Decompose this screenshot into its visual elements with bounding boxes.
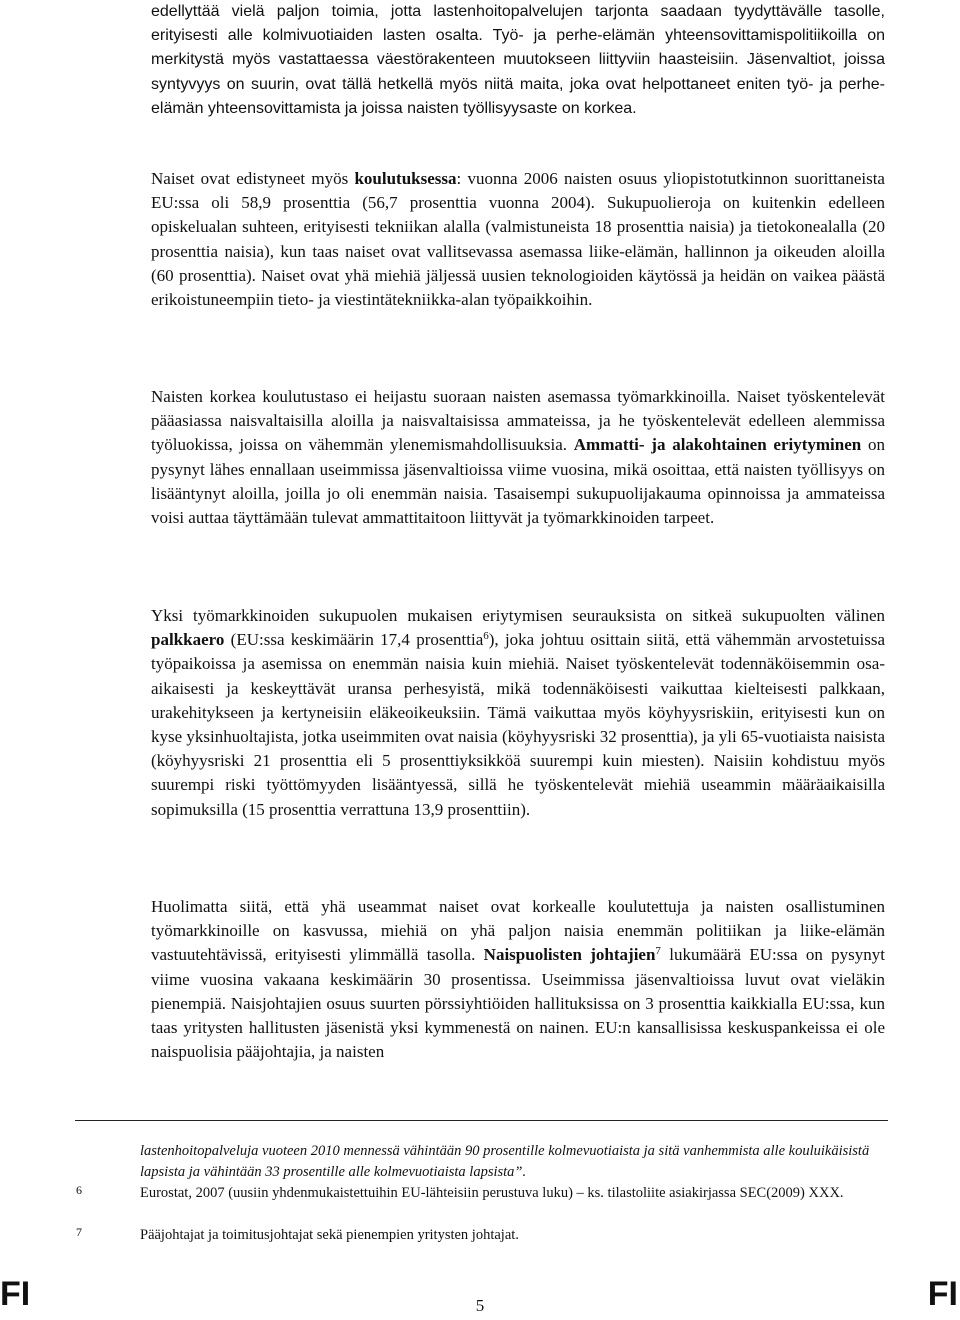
footnote-ref-7[interactable]: 7 xyxy=(655,945,661,958)
footnote-text: Pääjohtajat ja toimitusjohtajat sekä pienempien yritysten johtajat. xyxy=(140,1227,519,1243)
footnote-number-6: 6 xyxy=(76,1183,82,1197)
paragraph-childcare-continuation xyxy=(151,0,885,121)
paragraph-text: lukumäärä EU:ssa on pysynyt viime vuosina vakaana keskimäärin 30 prosentissa. Useimmissa jäsenvaltioissa luvut ovat vieläkin pienempiä. Naisjohtajien osuus suurten pörssiyhtiöiden hallituksissa on 3 prosenttia kaikkialla EU:ssa, kun taas yritysten hallitusten jäsenistä yksi kymmenestä on nainen. EU:n kansallisissa keskuspankeissa ei ole naispuolisia pääjohtajia, ja naisten xyxy=(151,945,885,1062)
footnote-text: lastenhoitopalveluja vuoteen 2010 mennessä vähintään 90 prosentille kolmevuotiaista ja sitä vanhemmista alle kouluikäisistä lapsista ja vähintään 33 prosentille alle kolmevuotiaista lapsista”. xyxy=(140,1143,870,1180)
paragraph-text: ), joka johtuu osittain siitä, että vähemmän arvostetuissa työpaikoissa ja asemissa on enemmän naisia kuin miehiä. Naiset työskentelevät todennäköisemmin osa-aikaisesti ja keskeyttävät uransa perhesyistä, mikä todennäköisesti vaikuttaa kielteisesti palkkaan, urakehitykseen ja kertyneisiin eläkeoikeuksiin. Tämä vaikuttaa myös köyhyysriskiin, erityisesti kun on kyse yksinhuoltajista, jotka useimmiten ovat naisia (köyhyysriski 32 prosenttia), ja yli 65-vuotiaista naisista (köyhyysriski 21 prosenttia eli 5 prosenttiyksikköä suurempi kuin miesten). Naisiin kohdistuu myös suurempi riski työttömyyden lisääntyessä, sillä he työskentelevät miehiä useammin määräaikaisilla sopimuksilla (15 prosenttia verrattuna 13,9 prosenttiin). xyxy=(151,630,885,819)
paragraph-labour-market xyxy=(151,385,885,530)
paragraph-text: Naisten korkea koulutustaso ei heijastu suoraan naisten asemassa työmarkkinoilla. Naiset työskentelevät pääasiassa naisvaltaisilla aloilla ja naisvaltaisissa ammateissa, ja he työskentelevät edelleen alemmissa työluokissa, joissa on vähemmän ylenemismahdollisuuksia. xyxy=(151,387,885,455)
paragraph-text: (EU:ssa keskimäärin 17,4 prosenttia xyxy=(224,630,484,650)
footnote-continuation xyxy=(140,1141,886,1183)
paragraph-pay-gap xyxy=(151,604,885,822)
footer-language-left: FI xyxy=(0,1275,31,1313)
footnote-number-7: 7 xyxy=(76,1225,82,1239)
footnote-7 xyxy=(140,1225,886,1246)
page-number: 5 xyxy=(475,1296,485,1315)
footnote-6 xyxy=(140,1183,886,1204)
paragraph-text: Huolimatta siitä, että yhä useammat naiset ovat korkealle koulutettuja ja naisten osallistuminen työmarkkinoille on kasvussa, miehiä on yhä paljon naisia enemmän politiikan ja liike-elämän vastuutehtävissä, erityisesti ylimmällä tasolla. xyxy=(151,897,885,965)
paragraph-decision-making xyxy=(151,895,885,1064)
paragraph-education xyxy=(151,167,885,312)
paragraph-text: Naiset ovat edistyneet myös xyxy=(151,169,355,188)
bold-term-segregation: Ammatti- ja alakohtainen eriytyminen xyxy=(573,435,862,455)
footnote-separator xyxy=(75,1120,888,1121)
paragraph-text: edellyttää vielä paljon toimia, jotta lastenhoitopalvelujen tarjonta saadaan tyydyttävälle tasolle, erityisesti alle kolmivuotiaiden lasten osalta. Työ- ja perhe-elämän yhteensovittamispolitiikoilla on merkitystä myös vastattaessa väestörakenteen muutokseen liittyviin haasteisiin. Jäsenvaltiot, joissa syntyvyys on suurin, ovat tällä hetkellä myös niitä maita, joka ovat helpottaneet eniten työ- ja perhe-elämän yhteensovittamista ja joissa naisten työllisyysaste on korkea. xyxy=(151,3,885,117)
footnote-text: Eurostat, 2007 (uusiin yhdenmukaistettuihin EU-lähteisiin perustuva luku) – ks. tilastoliite asiakirjassa SEC(2009) XXX. xyxy=(140,1185,844,1201)
paragraph-text: Yksi työmarkkinoiden sukupuolen mukaisen eriytymisen seurauksista on sitkeä sukupuolten välinen xyxy=(151,606,885,625)
paragraph-text: : vuonna 2006 naisten osuus yliopistotutkinnon suorittaneista EU:ssa oli 58,9 prosenttia (56,7 prosenttia vuonna 2004). Sukupuolieroja on kuitenkin edelleen opiskelualan suhteen, erityisesti tekniikan alalla (valmistuneista 18 prosenttia naisia) ja tietokonealalla (20 prosenttia naisia), kun taas naiset ovat vallitsevassa asemassa liike-elämän, hallinnon ja oikeuden aloilla (60 prosenttia). Naiset ovat yhä miehiä jäljessä uusien teknologioiden käytössä ja heidän on vaikea päästä erikoistuneempiin tieto- ja viestintätekniikka-alan työpaikkoihin. xyxy=(151,169,885,310)
bold-term-managers: Naispuolisten johtajien xyxy=(483,945,656,965)
footer-language-right: FI xyxy=(927,1275,958,1313)
bold-term-education: koulutuksessa xyxy=(354,169,457,188)
bold-term-pay-gap: palkkaero xyxy=(151,630,225,650)
footnote-ref-6[interactable]: 6 xyxy=(483,630,489,643)
paragraph-text: on pysynyt lähes ennallaan useimmissa jäsenvaltioissa viime vuosina, mikä osoittaa, että naisten työllisyys on lisääntynyt aloilla, joilla jo oli enemmän naisia. Tasaisempi sukupuolijakauma opinnoissa ja ammateissa voisi auttaa täyttämään tulevat ammattitaitoon liittyvät ja työmarkkinoiden tarpeet. xyxy=(151,435,885,528)
